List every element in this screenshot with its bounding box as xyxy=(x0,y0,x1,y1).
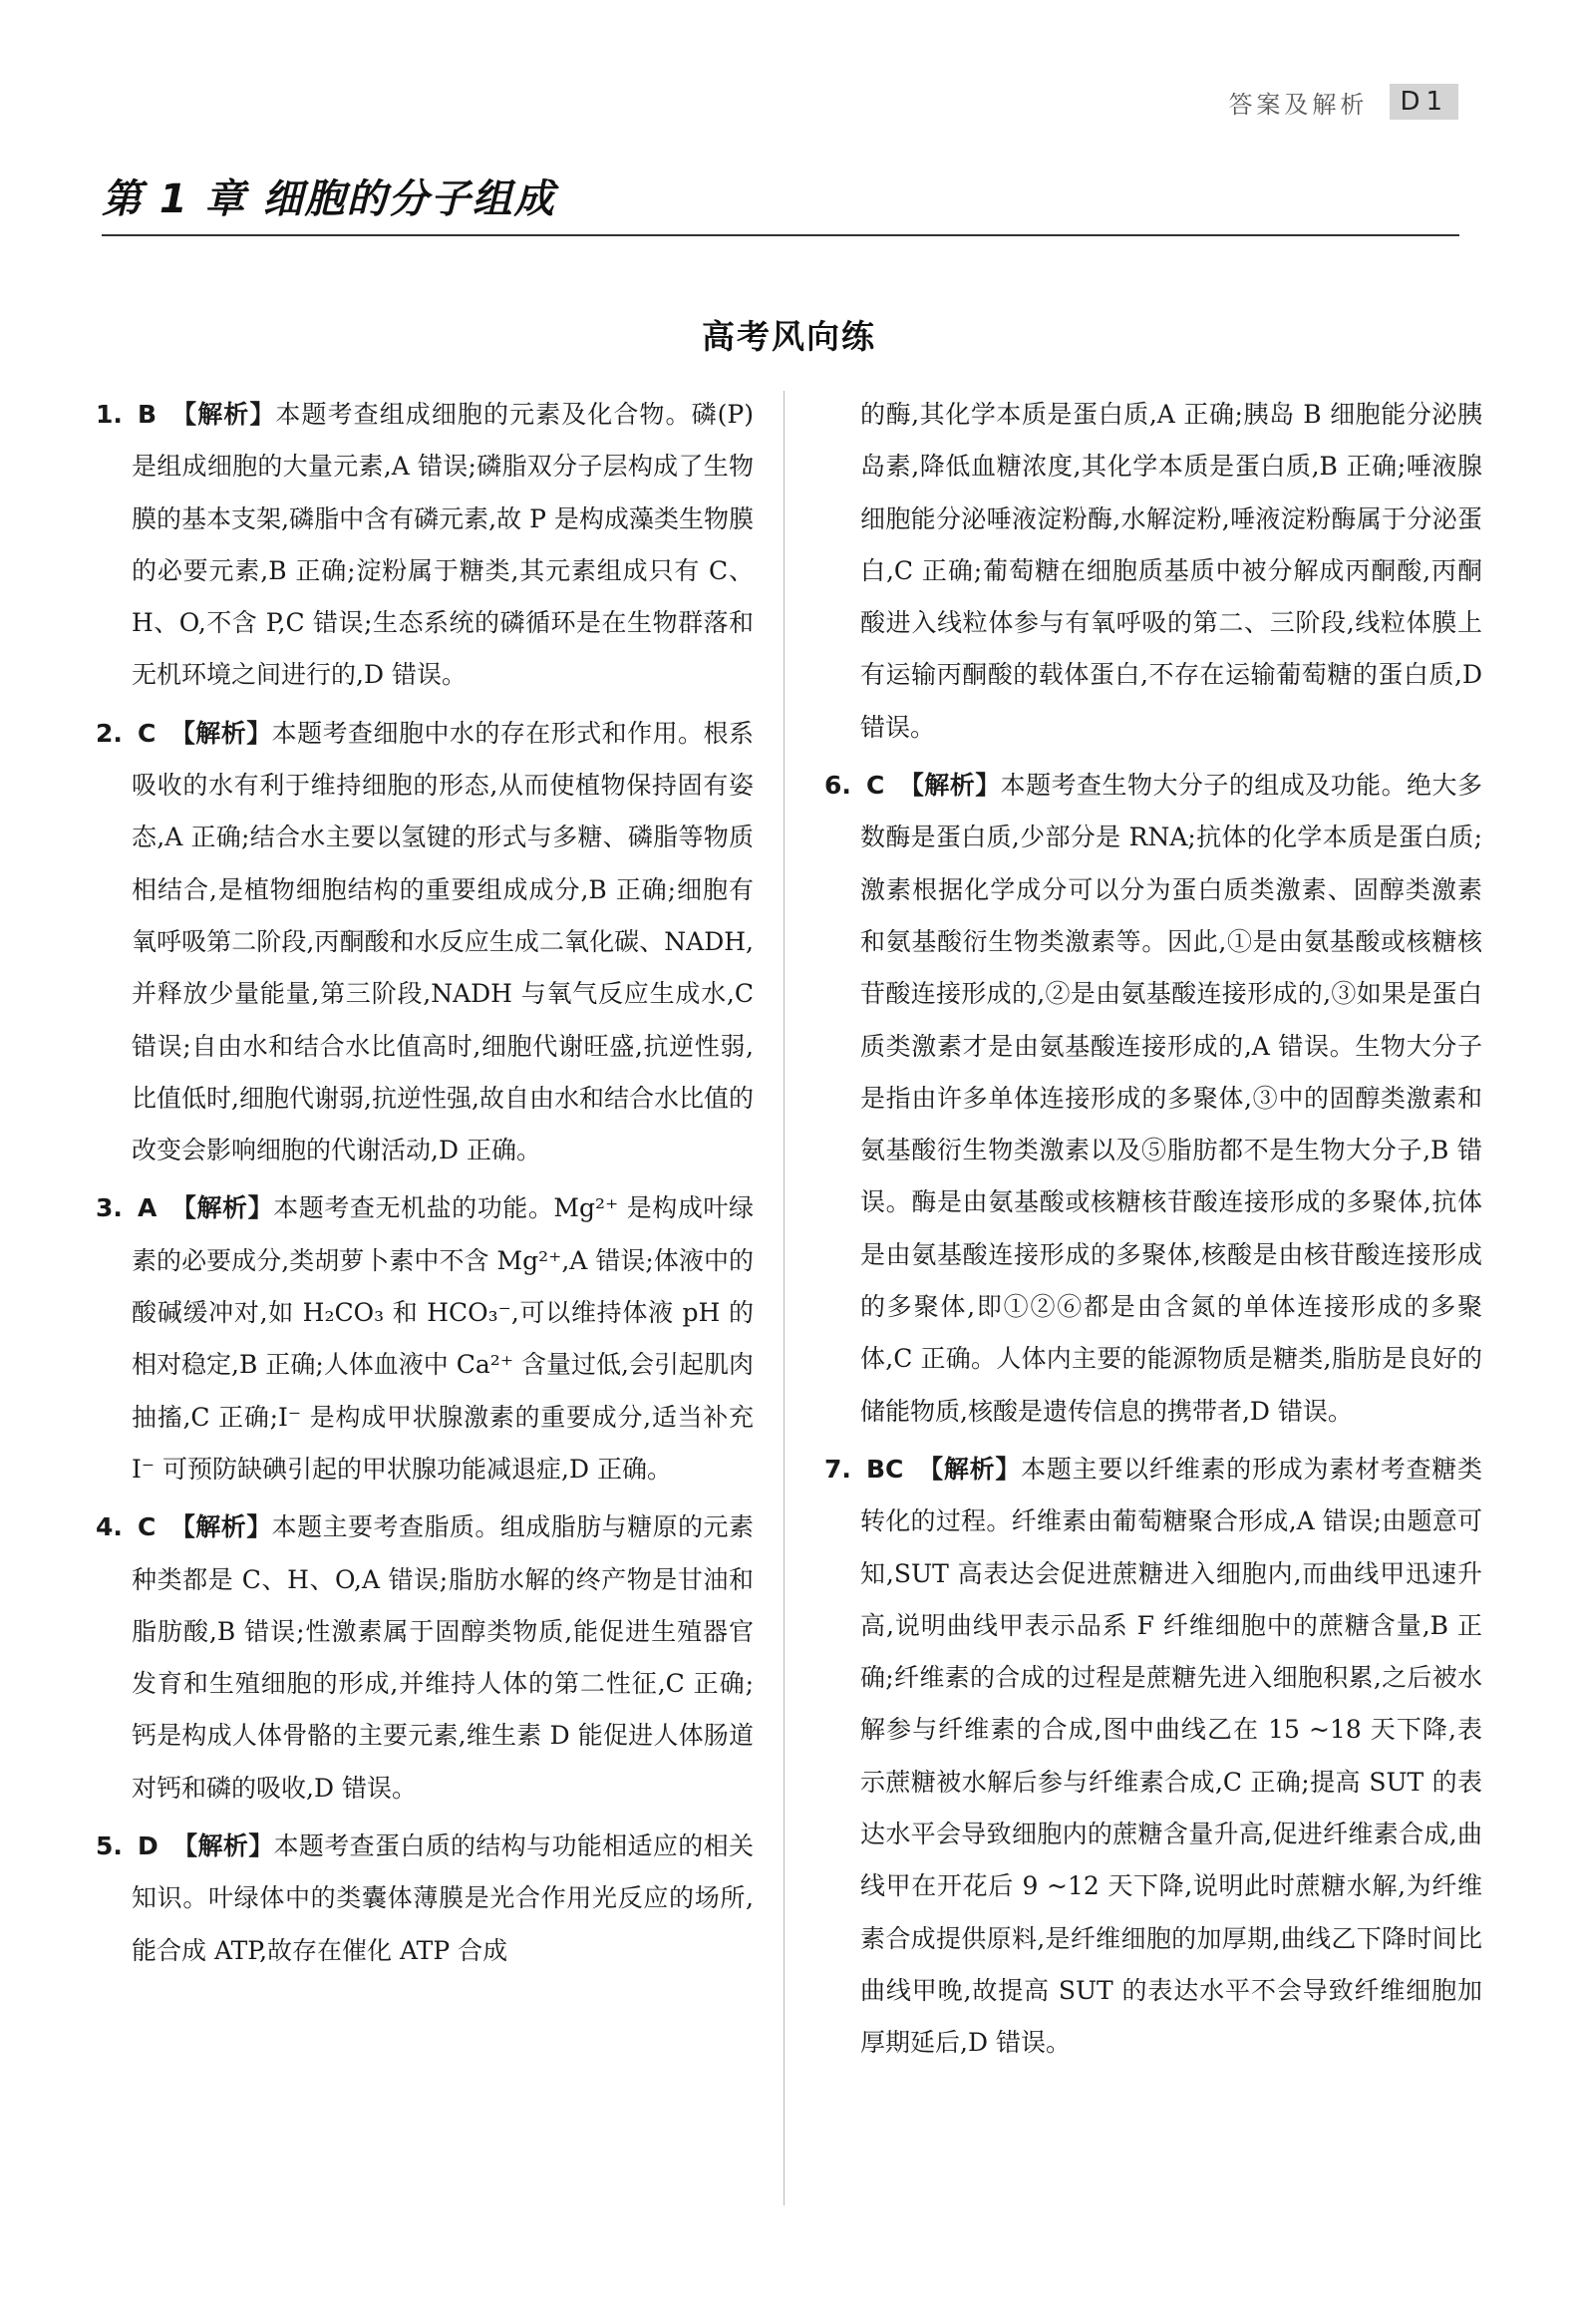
item-number: 3. xyxy=(96,1193,123,1223)
section-title: 高考风向练 xyxy=(702,317,876,356)
column-divider xyxy=(784,391,785,2205)
answer-item-4 xyxy=(96,1501,754,1815)
answer-item-7 xyxy=(824,1444,1482,2070)
analysis-tag: 【解析】 xyxy=(169,1512,272,1542)
item-text: 本题主要考查脂质。组成脂肪与糖原的元素种类都是 C、H、O,A 错误;脂肪水解的终产物是甘油和脂肪酸,B 错误;性激素属于固醇类物质,能促进生殖器官发育和生殖细胞的形成,并维持人体的第二性征,C 正确;钙是构成人体骨骼的主要元素,维生素 D 能促进人体肠道对钙和磷的吸收,D 错误。 xyxy=(132,1512,754,1803)
analysis-tag: 【解析】 xyxy=(170,1193,274,1223)
item-text: 本题考查组成细胞的元素及化合物。磷(P)是组成细胞的大量元素,A 错误;磷脂双分子层构成了生物膜的基本支架,磷脂中含有磷元素,故 P 是构成藻类生物膜的必要元素,B 正确;淀粉属于糖类,其元素组成只有 C、H、O,不含 P,C 错误;生态系统的磷循环是在生物群落和无机环境之间进行的,D 错误。 xyxy=(132,400,754,690)
item-answer: C xyxy=(138,1512,157,1542)
item-text: 本题考查无机盐的功能。Mg²⁺ 是构成叶绿素的必要成分,类胡萝卜素中不含 Mg²⁺,A 错误;体液中的酸碱缓冲对,如 H₂CO₃ 和 HCO₃⁻,可以维持体液 pH 的相对稳定,B 正确;人体血液中 Ca²⁺ 含量过低,会引起肌肉抽搐,C 正确;I⁻ 是构成甲状腺激素的重要成分,适当补充 I⁻ 可预防缺碘引起的甲状腺功能减退症,D 正确。 xyxy=(132,1193,754,1484)
analysis-tag: 【解析】 xyxy=(898,771,1001,801)
item-number: 4. xyxy=(96,1512,123,1542)
running-head xyxy=(1228,82,1458,122)
answer-item-5-continued: 的酶,其化学本质是蛋白质,A 正确;胰岛 B 细胞能分泌胰岛素,降低血糖浓度,其化学本质是蛋白质,B 正确;唾液腺细胞能分泌唾液淀粉酶,水解淀粉,唾液淀粉酶属于分泌蛋白,C 正确;葡萄糖在细胞质基质中被分解成丙酮酸,丙酮酸进入线粒体参与有氧呼吸的第二、三阶段,线粒体膜上有运输丙酮酸的载体蛋白,不存在运输葡萄糖的蛋白质,D 错误。 xyxy=(860,400,1482,742)
item-text: 本题考查蛋白质的结构与功能相适应的相关知识。叶绿体中的类囊体薄膜是光合作用光反应的场所,能合成 ATP,故存在催化 ATP 合成 xyxy=(132,1831,754,1965)
left-column xyxy=(96,389,754,1983)
item-answer: C xyxy=(138,718,157,748)
right-column xyxy=(824,389,1482,2076)
answer-item-1 xyxy=(96,389,754,702)
item-number: 2. xyxy=(96,718,123,748)
analysis-tag: 【解析】 xyxy=(170,400,276,429)
answer-item-3 xyxy=(96,1182,754,1495)
item-number: 1. xyxy=(96,400,123,429)
answer-item-6 xyxy=(824,760,1482,1438)
page-number: D1 xyxy=(1390,84,1458,120)
item-text: 本题考查细胞中水的存在形式和作用。根系吸收的水有利于维持细胞的形态,从而使植物保持固有姿态,A 正确;结合水主要以氢键的形式与多糖、磷脂等物质相结合,是植物细胞结构的重要组成成分,B 正确;细胞有氧呼吸第二阶段,丙酮酸和水反应生成二氧化碳、NADH,并释放少量能量,第三阶段,NADH 与氧气反应生成水,C 错误;自由水和结合水比值高时,细胞代谢旺盛,抗逆性弱,比值低时,细胞代谢弱,抗逆性强,故自由水和结合水比值的改变会影响细胞的代谢活动,D 正确。 xyxy=(132,718,754,1165)
analysis-tag: 【解析】 xyxy=(917,1454,1022,1484)
analysis-tag: 【解析】 xyxy=(169,718,272,748)
item-number: 6. xyxy=(824,771,851,801)
item-answer: A xyxy=(138,1193,158,1223)
chapter-header xyxy=(102,167,1459,236)
answer-item-2 xyxy=(96,708,754,1177)
item-text: 本题考查生物大分子的组成及功能。绝大多数酶是蛋白质,少部分是 RNA;抗体的化学本质是蛋白质;激素根据化学成分可以分为蛋白质类激素、固醇类激素和氨基酸衍生物类激素等。因此,①是由氨基酸或核糖核苷酸连接形成的,②是由氨基酸连接形成的,③如果是蛋白质类激素才是由氨基酸连接形成的,A 错误。生物大分子是指由许多单体连接形成的多聚体,③中的固醇类激素和氨基酸衍生物类激素以及⑤脂肪都不是生物大分子,B 错误。酶是由氨基酸或核糖核苷酸连接形成的多聚体,抗体是由氨基酸连接形成的多聚体,核酸是由核苷酸连接形成的多聚体,即①②⑥都是由含氮的单体连接形成的多聚体,C 正确。人体内主要的能源物质是糖类,脂肪是良好的储能物质,核酸是遗传信息的携带者,D 错误。 xyxy=(860,771,1482,1426)
item-answer: B xyxy=(138,400,158,429)
answer-item-5 xyxy=(96,1821,754,1977)
item-number: 7. xyxy=(824,1454,851,1484)
running-head-title: 答案及解析 xyxy=(1228,90,1369,119)
item-answer: C xyxy=(866,771,885,801)
item-text: 本题主要以纤维素的形成为素材考查糖类转化的过程。纤维素由葡萄糖聚合形成,A 错误;由题意可知,SUT 高表达会促进蔗糖进入细胞内,而曲线甲迅速升高,说明曲线甲表示品系 F 纤维细胞中的蔗糖含量,B 正确;纤维素的合成的过程是蔗糖先进入细胞积累,之后被水解参与纤维素的合成,图中曲线乙在 15 ~18 天下降,表示蔗糖被水解后参与纤维素合成,C 正确;提高 SUT 的表达水平会导致细胞内的蔗糖含量升高,促进纤维素合成,曲线甲在开花后 9 ~12 天下降,说明此时蔗糖水解,为纤维素合成提供原料,是纤维细胞的加厚期,曲线乙下降时间比曲线甲晚,故提高 SUT 的表达水平不会导致纤维细胞加厚期延后,D 错误。 xyxy=(860,1454,1482,2058)
item-answer: BC xyxy=(866,1454,904,1484)
chapter-title: 第 1 章 细胞的分子组成 xyxy=(102,176,556,222)
item-number: 5. xyxy=(96,1831,123,1861)
analysis-tag: 【解析】 xyxy=(171,1831,274,1861)
item-answer: D xyxy=(138,1831,158,1861)
